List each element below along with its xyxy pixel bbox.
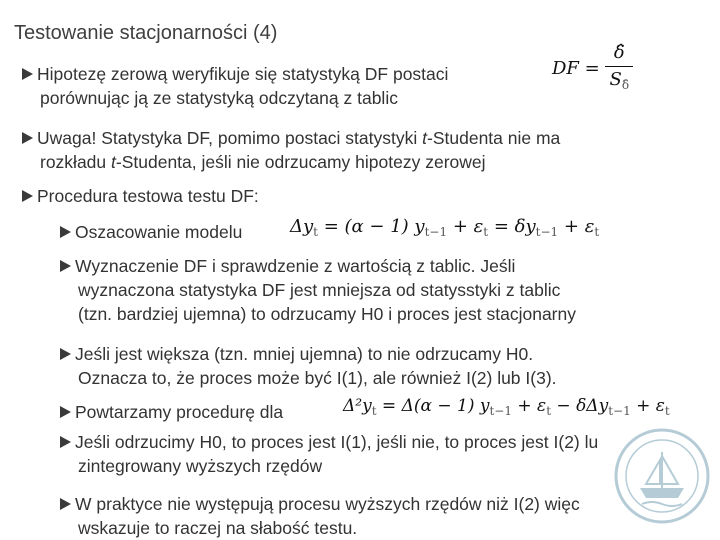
university-crest-icon (612, 426, 712, 526)
bullet-arrow-icon (60, 406, 71, 418)
formula-df-den-s: S (609, 69, 622, 90)
sub-df-test-line2: wyznaczona statystyka DF jest mniejsza od statysstyki z tablic (78, 280, 561, 300)
bullet-arrow-icon (60, 498, 71, 510)
sub-reject-line1: Jeśli odrzucimy H0, to proces jest I(1), jeśli nie, to proces jest I(2) lu (75, 432, 599, 452)
bullet-procedure (22, 184, 259, 208)
bullet-warning-italic1: t (422, 128, 428, 148)
sub-not-reject-line2: Oznacza to, że proces może być I(1), ale również I(2) lub I(3). (78, 368, 557, 388)
sub-df-test-line1: Wyznaczenie DF i sprawdzenie z wartością z tablic. Jeśli (75, 256, 516, 276)
formula-repeat-dd: − δΔy (551, 396, 609, 416)
formula-model-lhs: Δy (290, 216, 314, 237)
sub-repeat (60, 400, 283, 424)
sub-estimation (60, 220, 242, 244)
bullet-arrow-icon (60, 260, 71, 272)
sub-estimation-text: Oszacowanie modelu (75, 222, 243, 242)
sub-practice-line2: wskazuje to raczej na słabość testu. (78, 518, 358, 538)
bullet-hypothesis-line2: porównując ją ze statystyką odczytaną z tablic (40, 88, 398, 108)
bullet-arrow-icon (22, 132, 33, 144)
formula-model-eps2: + ε (558, 216, 595, 237)
sub-df-test (60, 254, 576, 326)
bullet-hypothesis (22, 62, 448, 110)
formula-model-mid: = (α − 1) y (318, 216, 425, 237)
formula-repeat-sub4: t−1 (608, 404, 631, 418)
bullet-warning (22, 126, 560, 174)
sub-repeat-text: Powtarzamy procedurę dla (75, 402, 284, 422)
formula-model-eps: + ε (447, 216, 484, 237)
formula-model-sub4: t−1 (535, 225, 559, 239)
formula-repeat-eps2: + ε (630, 396, 665, 416)
bullet-arrow-icon (60, 348, 71, 360)
formula-df (552, 40, 633, 98)
sub-practice (60, 492, 580, 540)
formula-df-numerator: δ̂ (605, 40, 633, 67)
formula-df-denominator (605, 67, 633, 98)
formula-repeat (343, 396, 670, 418)
bullet-warning-line2-post: -Studenta, jeśli nie odrzucamy hipotezy zerowej (115, 152, 486, 172)
sub-not-reject (60, 342, 557, 390)
sub-reject-line2: zintegrowany wyższych rzędów (78, 456, 323, 476)
bullet-procedure-text: Procedura testowa testu DF: (37, 186, 259, 206)
formula-model-sub2: t−1 (424, 225, 448, 239)
formula-repeat-sub1: t (371, 404, 377, 418)
formula-repeat-sub3: t (546, 404, 552, 418)
formula-df-fraction (605, 40, 633, 98)
bullet-warning-pre: Uwaga! Statystyka DF, pomimo postaci statystyki (37, 128, 423, 148)
formula-model-sub5: t (594, 225, 600, 239)
formula-model-sub1: t (313, 225, 318, 239)
formula-df-den-sub: δ̂ (621, 78, 630, 92)
formula-repeat-mid: = Δ(α − 1) y (376, 396, 490, 416)
bullet-arrow-icon (22, 190, 33, 202)
sub-not-reject-line1: Jeśli jest większa (tzn. mniej ujemna) to nie odrzucamy H0. (75, 344, 534, 364)
bullet-warning-mid: -Studenta nie ma (427, 128, 561, 148)
formula-repeat-sub5: t (664, 404, 670, 418)
sub-practice-line1: W praktyce nie występują procesu wyższych rzędów niż I(2) więc (75, 494, 580, 514)
formula-model-eq: = δy (488, 216, 536, 237)
bullet-hypothesis-line1: Hipotezę zerową weryfikuje się statystyką DF postaci (37, 64, 449, 84)
bullet-arrow-icon (60, 436, 71, 448)
formula-df-lhs: DF = (552, 58, 600, 79)
formula-repeat-eps: + ε (512, 396, 547, 416)
bullet-arrow-icon (22, 68, 33, 80)
bullet-warning-italic2: t (111, 152, 116, 172)
formula-repeat-sub2: t−1 (489, 404, 512, 418)
page-title: Testowanie stacjonarności (4) (14, 22, 278, 44)
bullet-warning-line2-pre: rozkładu (40, 152, 112, 172)
bullet-arrow-icon (60, 226, 71, 238)
formula-model (290, 216, 599, 239)
sub-df-test-line3: (tzn. bardziej ujemna) to odrzucamy H0 i proces jest stacjonarny (78, 304, 576, 324)
formula-repeat-lhs: Δ²y (343, 396, 372, 416)
formula-model-sub3: t (483, 225, 489, 239)
sub-reject (60, 430, 598, 478)
